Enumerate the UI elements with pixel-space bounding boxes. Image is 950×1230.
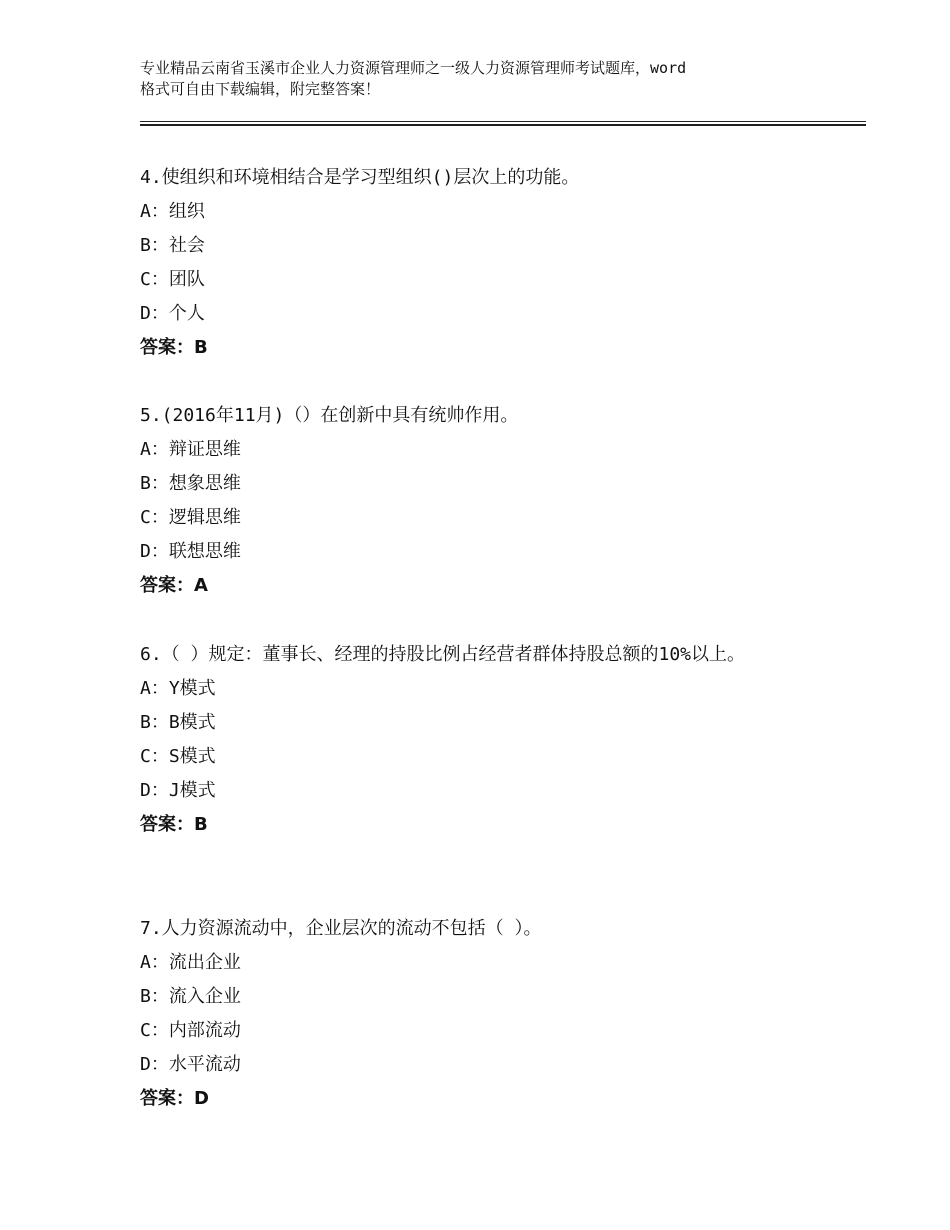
option-c: C：逻辑思维 xyxy=(140,507,241,528)
option-c: C：内部流动 xyxy=(140,1020,241,1041)
option-d: D：联想思维 xyxy=(140,541,241,562)
header-divider-thin xyxy=(140,121,866,122)
header-line-2: 格式可自由下载编辑，附完整答案！ xyxy=(140,80,381,98)
option-c: C：S模式 xyxy=(140,746,216,767)
question-text: 4.使组织和环境相结合是学习型组织()层次上的功能。 xyxy=(140,167,580,188)
option-b: B：B模式 xyxy=(140,712,216,733)
question-block xyxy=(140,912,840,1116)
question-block xyxy=(140,638,800,842)
option-b: B：流入企业 xyxy=(140,986,241,1007)
option-a: A：组织 xyxy=(140,201,205,222)
document-header xyxy=(140,58,840,100)
question-text: 7.人力资源流动中，企业层次的流动不包括（ ）。 xyxy=(140,918,542,939)
option-a: A：辩证思维 xyxy=(140,439,241,460)
option-b: B：社会 xyxy=(140,235,205,256)
header-divider-thick xyxy=(140,124,866,126)
answer-line: 答案：D xyxy=(140,1088,209,1109)
option-b: B：想象思维 xyxy=(140,473,241,494)
answer-line: 答案：B xyxy=(140,337,208,358)
question-text: 6.（ ）规定：董事长、经理的持股比例占经营者群体持股总额的10%以上。 xyxy=(140,644,746,665)
option-c: C：团队 xyxy=(140,269,205,290)
answer-line: 答案：B xyxy=(140,814,208,835)
option-a: A：流出企业 xyxy=(140,952,241,973)
question-block xyxy=(140,399,840,603)
option-d: D：J模式 xyxy=(140,780,216,801)
answer-line: 答案：A xyxy=(140,575,208,596)
option-d: D：水平流动 xyxy=(140,1054,241,1075)
question-text: 5.(2016年11月)（）在创新中具有统帅作用。 xyxy=(140,405,519,426)
option-d: D：个人 xyxy=(140,303,205,324)
header-line-1: 专业精品云南省玉溪市企业人力资源管理师之一级人力资源管理师考试题库，word xyxy=(140,59,687,77)
option-a: A：Y模式 xyxy=(140,678,216,699)
question-block xyxy=(140,161,840,365)
